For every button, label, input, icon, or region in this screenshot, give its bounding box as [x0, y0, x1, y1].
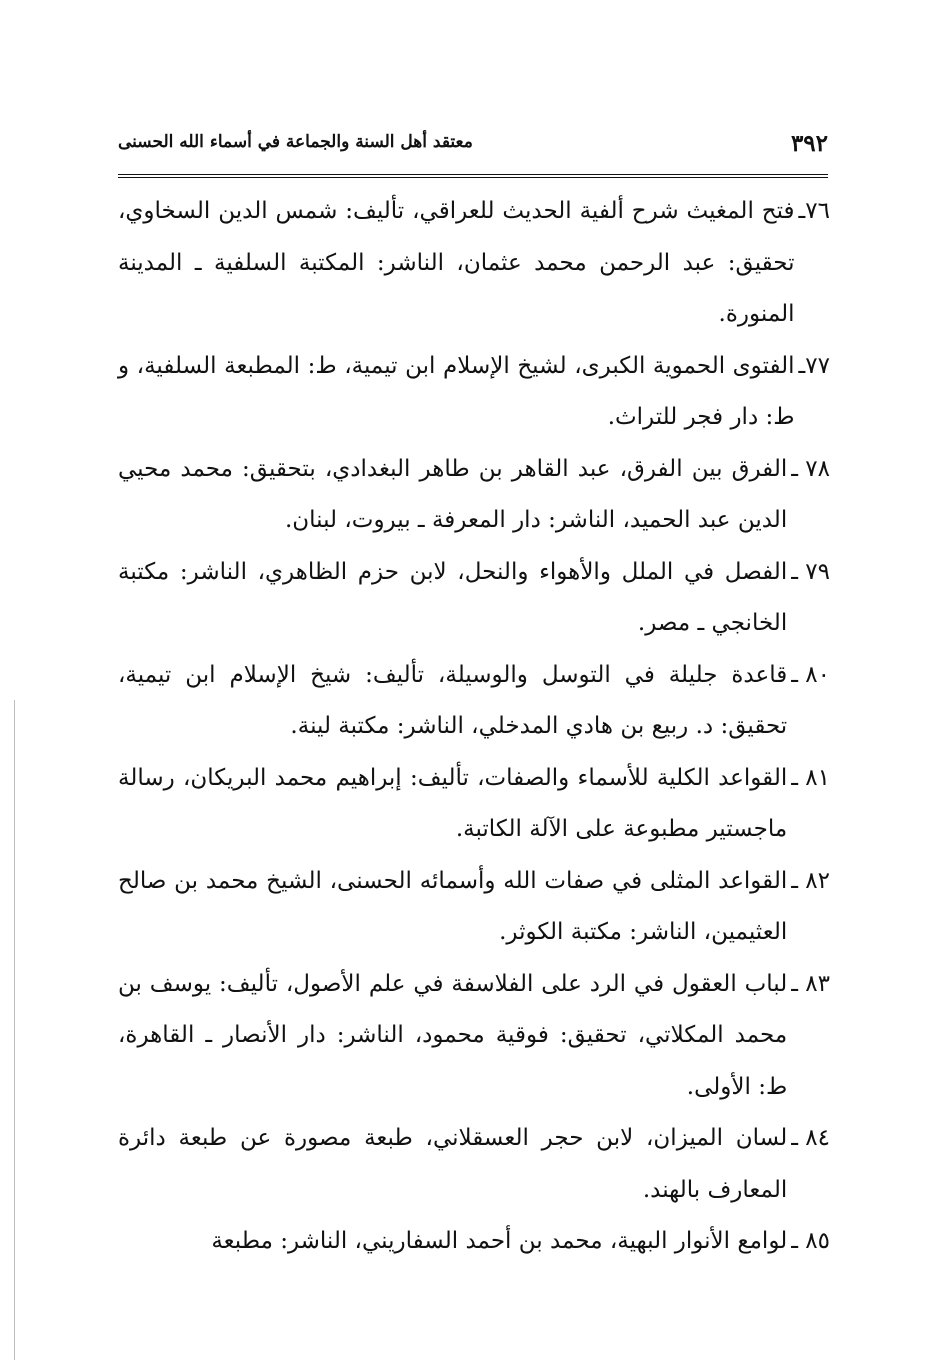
bibliography-entry-81 [118, 753, 830, 856]
running-title: معتقد أهل السنة والجماعة في أسماء الله الحسنى [118, 132, 473, 152]
entry-number: ٨٢ ـ [791, 867, 830, 894]
entry-text: الفرق بين الفرق، عبد القاهر بن طاهر البغدادي، بتحقيق: محمد محيي الدين عبد الحميد، الناشر: دار المعرفة ـ بيروت، لبنان. [118, 455, 788, 533]
entry-number: ٧٦ـ [798, 198, 830, 224]
bibliography-entry-84 [118, 1113, 830, 1216]
entry-text: لباب العقول في الرد على الفلاسفة في علم الأصول، تأليف: يوسف بن محمد المكلاتي، تحقيق: فوقية محمود، الناشر: دار الأنصار ـ القاهرة، ط: الأولى. [118, 970, 788, 1100]
bibliography-entry-76 [118, 186, 830, 341]
header-rule [118, 174, 828, 178]
entry-text: لوامع الأنوار البهية، محمد بن أحمد السفاريني، الناشر: مطبعة [211, 1228, 788, 1254]
entry-text: فتح المغيث شرح ألفية الحديث للعراقي، تأليف: شمس الدين السخاوي، تحقيق: عبد الرحمن محمد عثمان، الناشر: المكتبة السلفية ـ المدينة المنورة. [118, 198, 795, 327]
bibliography-entry-79 [118, 547, 830, 650]
entry-text: قاعدة جليلة في التوسل والوسيلة، تأليف: شيخ الإسلام ابن تيمية، تحقيق: د. ربيع بن هادي المدخلي، الناشر: مكتبة لينة. [118, 661, 788, 739]
entry-text: الفصل في الملل والأهواء والنحل، لابن حزم الظاهري، الناشر: مكتبة الخانجي ـ مصر. [118, 558, 788, 636]
entry-text: القواعد المثلى في صفات الله وأسمائه الحسنى، الشيخ محمد بن صالح العثيمين، الناشر: مكتبة الكوثر. [118, 867, 788, 945]
entry-text: لسان الميزان، لابن حجر العسقلاني، طبعة مصورة عن طبعة دائرة المعارف بالهند. [118, 1125, 788, 1203]
entry-number: ٧٩ ـ [791, 558, 830, 585]
entry-number: ٧٨ ـ [791, 455, 830, 482]
entry-text: القواعد الكلية للأسماء والصفات، تأليف: إبراهيم محمد البريكان، رسالة ماجستير مطبوعة على الآلة الكاتبة. [118, 764, 788, 842]
page-number: ٣٩٢ [790, 130, 828, 157]
bibliography-entry-80 [118, 650, 830, 753]
bibliography-entry-83 [118, 959, 830, 1114]
entry-number: ٨٤ ـ [791, 1125, 830, 1151]
entry-text: الفتوى الحموية الكبرى، لشيخ الإسلام ابن تيمية، ط: المطبعة السلفية، و ط: دار فجر للتراث. [118, 352, 795, 430]
page-header [118, 124, 828, 164]
scan-edge-line [14, 700, 15, 1360]
entry-number: ٨٣ ـ [791, 970, 830, 997]
bibliography-list [118, 186, 830, 1268]
entry-number: ٨١ ـ [791, 764, 830, 791]
entry-number: ٨٠ ـ [791, 661, 830, 688]
bibliography-entry-78 [118, 444, 830, 547]
entry-number: ٨٥ ـ [791, 1228, 830, 1254]
bibliography-entry-82 [118, 856, 830, 959]
bibliography-entry-85 [118, 1216, 830, 1268]
bibliography-entry-77 [118, 341, 830, 444]
entry-number: ٧٧ـ [798, 352, 830, 379]
